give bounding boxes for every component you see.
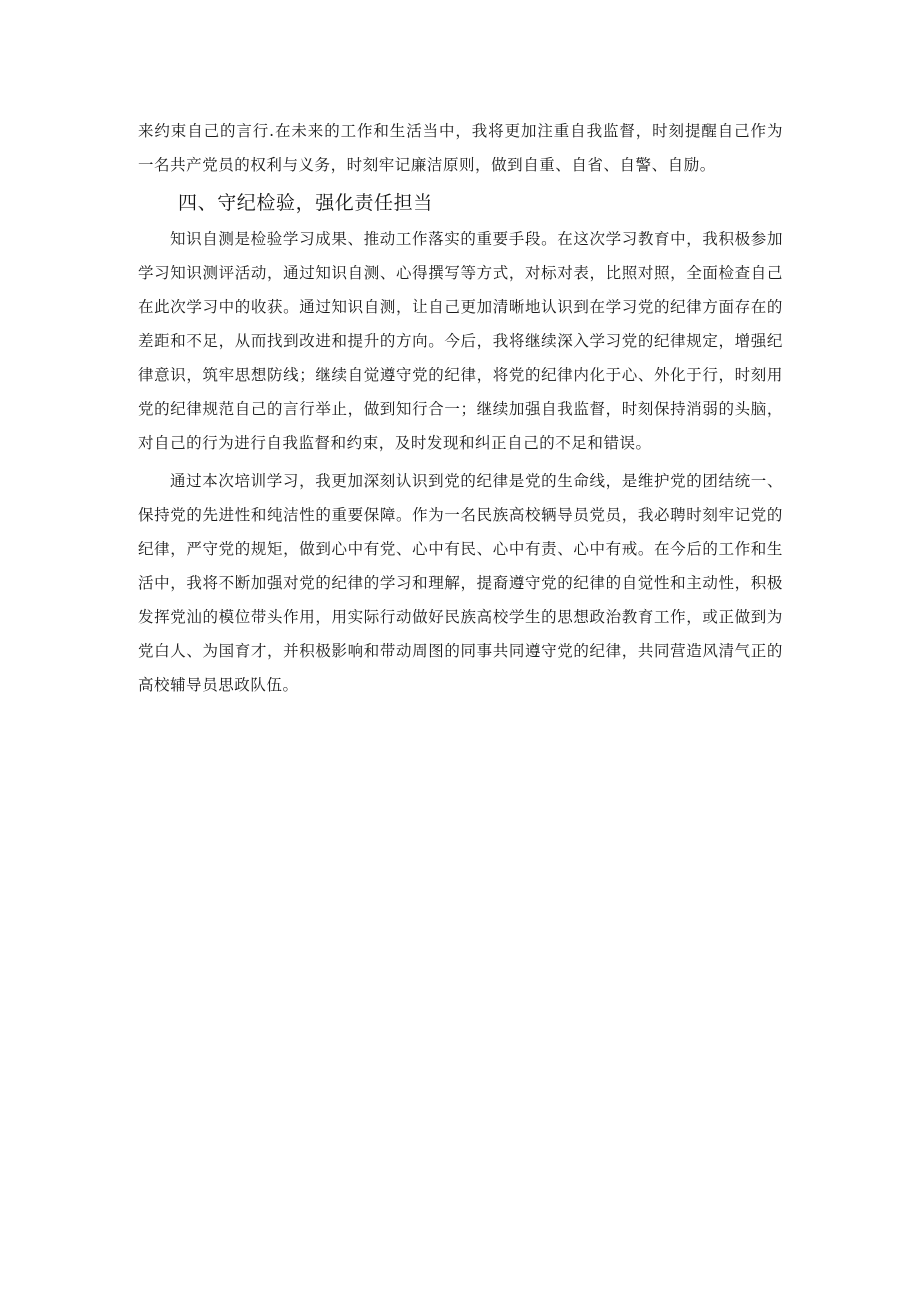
paragraph-conclusion: 通过本次培训学习，我更加深刻认识到党的纪律是党的生命线，是维护党的团结统一、保持党的先进性和纯洁性的重要保障。作为一名民族高校辆导员党员，我必聘时刻牢记党的纪律，严守党的规矩，做到心中有党、心中有民、心中有责、心中有戒。在今后的工作和生活中，我将不断加强对党的纪律的学习和理解，提裔遵守党的纪律的自觉性和主动性，积极发挥党汕的模位带头作用，用实际行动做好民族高校学生的思想政治教育工作，或正做到为党白人、为国育才，并积极影响和带动周图的同事共同遵守党的纪律，共同营造风清气正的高校辅导员思政队伍。 (138, 472, 783, 694)
document-body (138, 114, 783, 702)
paragraph-continuation: 来约束自己的言行.在未来的工作和生活当中，我将更加注重自我监督，时刻提醒自己作为一名共产党员的权利与义务，时刻牢记廉洁原则，做到自重、自省、自警、自励。 (138, 122, 783, 174)
paragraph-knowledge-test: 知识自测是检验学习成果、推动工作落实的重要手段。在这次学习教育中，我积极参加学习知识测评活动，通过知识自测、心得撰写等方式，对标对表，比照对照，全面检查自己在此次学习中的收获。通过知识自测，让自己更加清晰地认识到在学习党的纪律方面存在的差距和不足，从而找到改进和提升的方向。今后，我将继续深入学习党的纪律规定，增强纪律意识，筑牢思想防线；继续自觉遵守党的纪律，将党的纪律内化于心、外化于行，时刻用党的纪律规范自己的言行举止，做到知行合一；继续加强自我监督，时刻保持消弱的头脑，对自己的行为进行自我监督和约束，及时发现和纠正自己的不足和错误。 (138, 230, 783, 452)
section-heading: 四、守纪检验，强化责任担当 (178, 192, 433, 214)
